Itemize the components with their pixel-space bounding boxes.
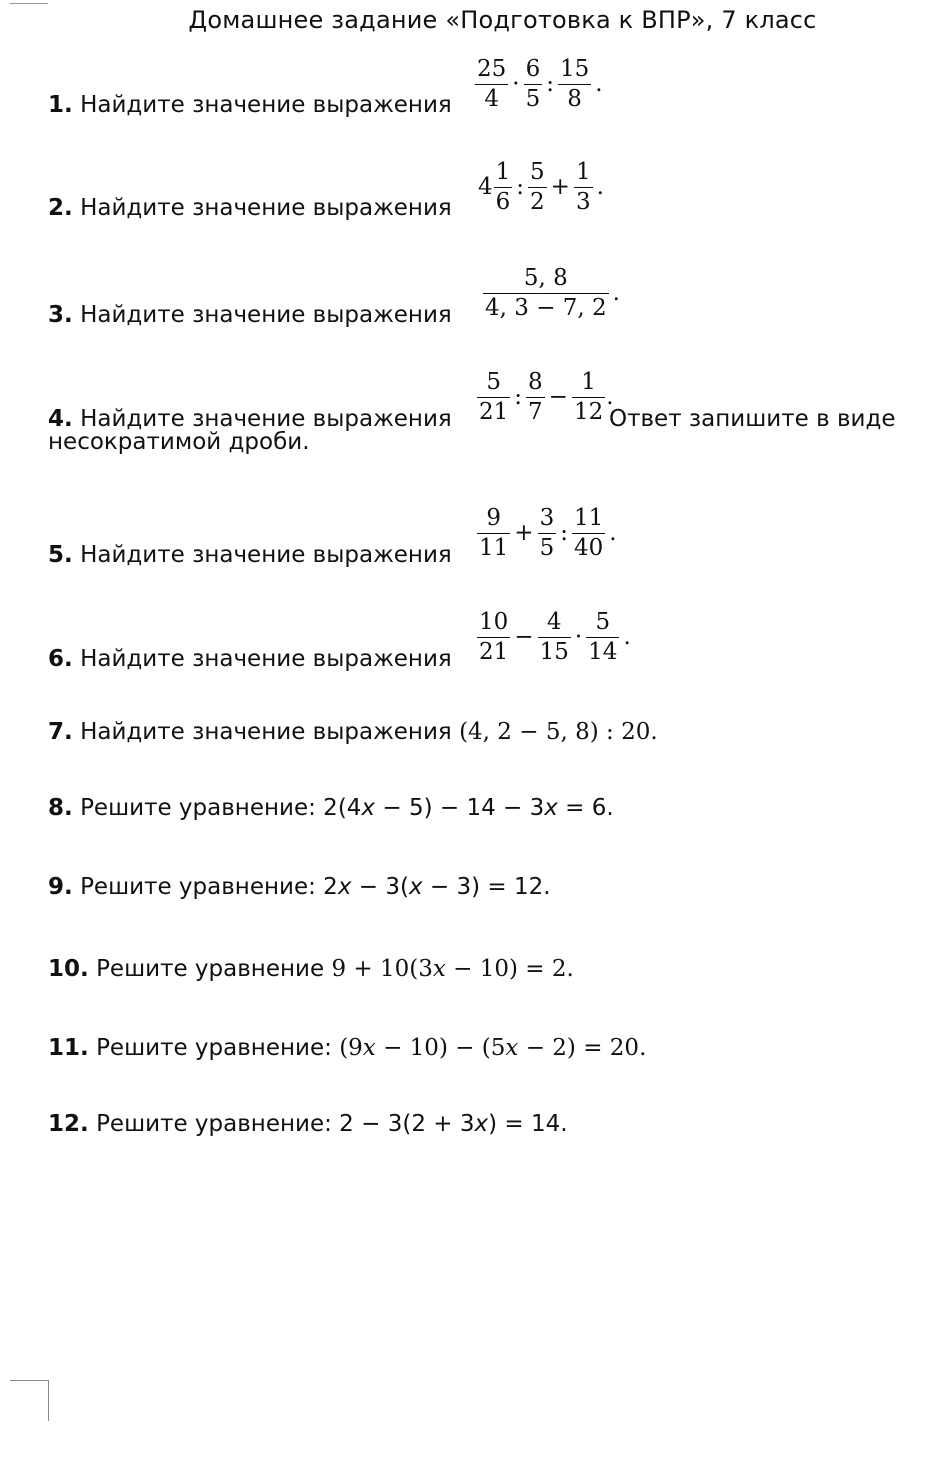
- task-text: Решите уравнение: [96, 956, 325, 982]
- fraction: $\frac{11}{40}$: [573, 505, 604, 561]
- page-corner-mark: [10, 1380, 49, 1421]
- task-5-expression: $\frac{9}{11}$ + $\frac{3}{5}$ : $\frac{11}{40}$ .: [479, 505, 617, 561]
- task-12: 12. Решите уравнение: 2 − 3(2 + 3x) = 14.: [48, 1111, 568, 1137]
- task-number: 3.: [48, 302, 73, 328]
- task-4-tail-line2: несократимой дроби.: [48, 429, 310, 455]
- fraction: $\frac{5}{14}$: [588, 609, 618, 665]
- task-text: Решите уравнение: 2(4: [80, 795, 362, 821]
- task-number: 2.: [48, 195, 73, 221]
- fraction: $\frac{5}{2}$: [530, 159, 545, 215]
- task-4-expression: $\frac{5}{21}$ : $\frac{8}{7}$ − $\frac{1}{12}$ .: [479, 369, 614, 425]
- task-3-expression: $\frac{5, 8}{4, 3 - 7, 2}$ .: [485, 265, 620, 321]
- task-2-expression: 4 $\frac{1}{6}$ : $\frac{5}{2}$ + $\frac{1}{3}$ .: [478, 159, 604, 215]
- task-text: Найдите значение выражения: [80, 406, 452, 432]
- task-number: 1.: [48, 92, 73, 118]
- task-9: 9. Решите уравнение: 2x − 3(x − 3) = 12.: [48, 874, 551, 900]
- task-text: Решите уравнение:: [96, 1035, 332, 1061]
- page-corner-mark: [10, 0, 48, 4]
- task-number: 5.: [48, 542, 73, 568]
- task-text: Решите уравнение: 2 − 3(2 + 3: [96, 1111, 475, 1137]
- task-text: Найдите значение выражения: [80, 542, 452, 568]
- task-number: 4.: [48, 406, 73, 432]
- task-number: 6.: [48, 646, 73, 672]
- fraction: $\frac{8}{7}$: [528, 369, 543, 425]
- task-7: [48, 721, 918, 744]
- task-text: Найдите значение выражения: [80, 646, 452, 672]
- task-4-tail: Ответ запишите в виде: [609, 406, 896, 432]
- fraction: $\frac{1}{6}$: [495, 159, 511, 215]
- task-text: Найдите значение выражения: [80, 719, 452, 745]
- task-text: Найдите значение выражения: [80, 195, 452, 221]
- fraction: $\frac{1}{3}$: [575, 159, 591, 215]
- fraction: $\frac{5, 8}{4, 3 - 7, 2}$: [485, 265, 607, 321]
- task-text: Решите уравнение: 2: [80, 874, 338, 900]
- task-11: [48, 1037, 918, 1060]
- task-text: Найдите значение выражения: [80, 92, 452, 118]
- task-10: [48, 958, 918, 981]
- task-6-expression: $\frac{10}{21}$ − $\frac{4}{15}$ · $\frac{5}{14}$ .: [479, 609, 631, 665]
- task-number: 11.: [48, 1035, 89, 1061]
- fraction: $\frac{9}{11}$: [479, 505, 509, 561]
- task-11-expression: (9x − 10) − (5x − 2) = 20.: [339, 1035, 647, 1061]
- task-10-expression: 9 + 10(3x − 10) = 2.: [331, 956, 574, 982]
- task-8: 8. Решите уравнение: 2(4x − 5) − 14 − 3x = 6.: [48, 795, 614, 821]
- task-1-expression: $\frac{25}{4}$ · $\frac{6}{5}$ : $\frac{15}{8}$ .: [477, 56, 603, 112]
- task-number: 10.: [48, 956, 89, 982]
- task-number: 7.: [48, 719, 73, 745]
- fraction: $\frac{1}{12}$: [573, 369, 604, 425]
- page-title: Домашнее задание «Подготовка к ВПР», 7 класс: [188, 6, 817, 34]
- task-number: 8.: [48, 795, 73, 821]
- fraction: $\frac{15}{8}$: [559, 56, 590, 112]
- fraction: $\frac{4}{15}$: [539, 609, 569, 665]
- fraction: $\frac{3}{5}$: [539, 505, 555, 561]
- task-7-expression: (4, 2 − 5, 8) : 20.: [459, 719, 658, 745]
- task-number: 9.: [48, 874, 73, 900]
- fraction: $\frac{25}{4}$: [477, 56, 507, 112]
- fraction: $\frac{5}{21}$: [479, 369, 509, 425]
- fraction: $\frac{10}{21}$: [479, 609, 509, 665]
- task-text: Найдите значение выражения: [80, 302, 452, 328]
- fraction: $\frac{6}{5}$: [525, 56, 541, 112]
- task-number: 12.: [48, 1111, 89, 1137]
